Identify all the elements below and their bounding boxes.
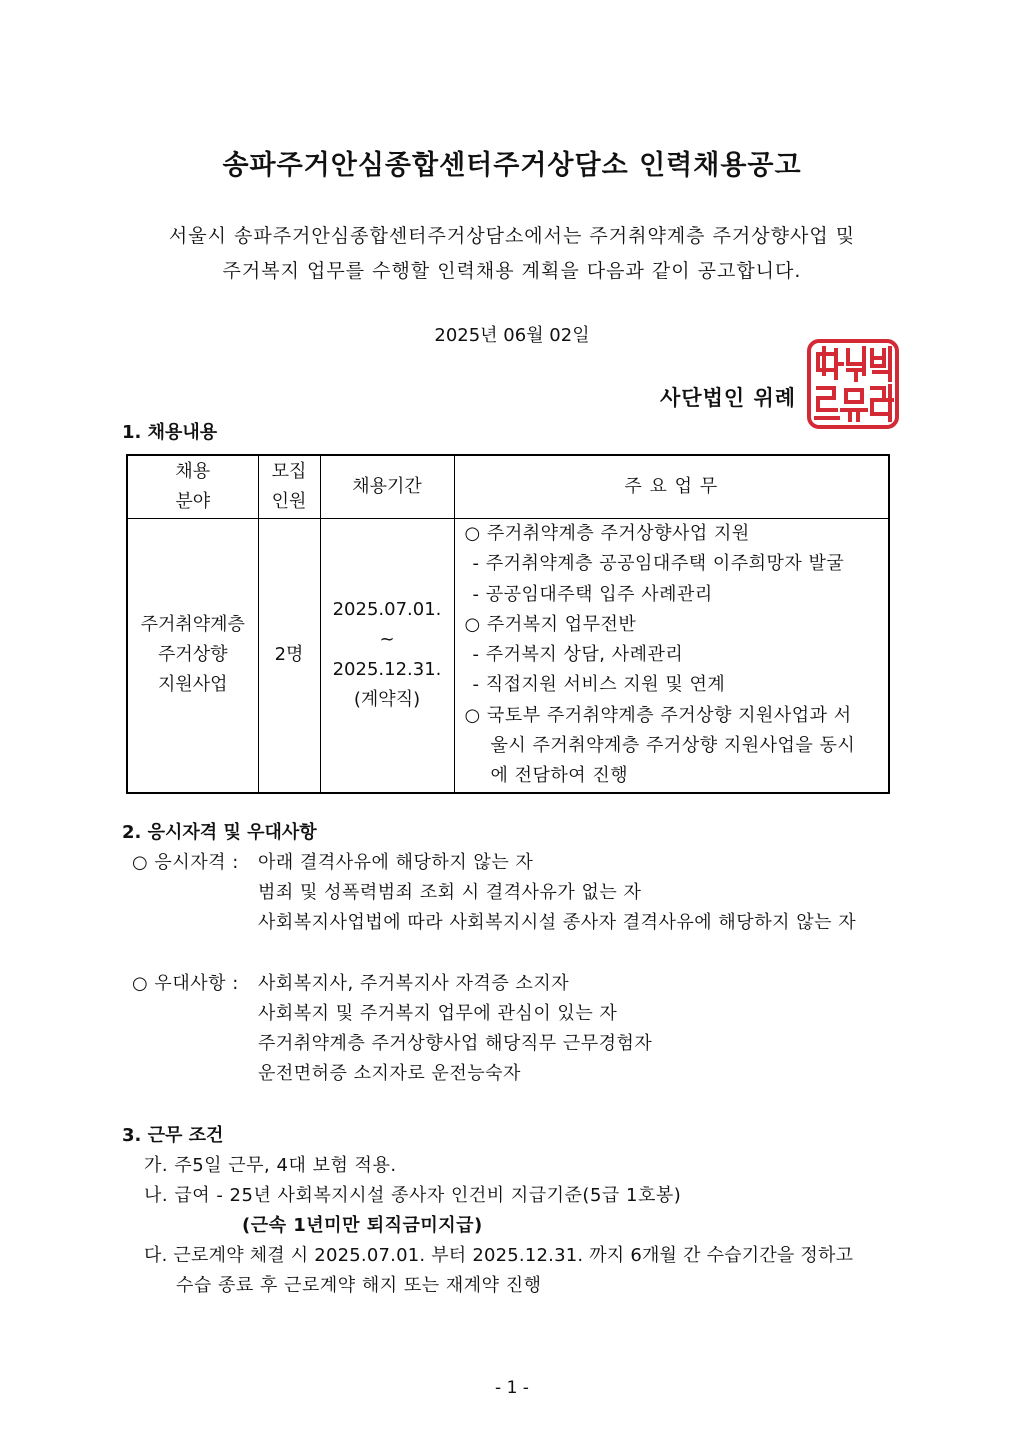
- cell-duties: [454, 519, 889, 793]
- duty-item: 울시 주거취약계층 주거상향 지원사업을 동시: [490, 735, 856, 757]
- preference-label: ○ 우대사항 :: [132, 973, 239, 994]
- organization-seal: [806, 338, 900, 430]
- duty-item: - 직접지원 서비스 지원 및 연계: [472, 674, 726, 696]
- duty-item: ○ 주거취약계층 주거상향사업 지원: [464, 523, 750, 544]
- duty-item: ○ 주거복지 업무전반: [464, 613, 637, 635]
- header-duties: 주 요 업 무: [454, 455, 889, 519]
- recruitment-table: [126, 454, 890, 794]
- duty-item: - 주거복지 상담, 사례관리: [472, 644, 684, 666]
- page-title: 송파주거안심종합센터주거상담소 인력채용공고: [222, 150, 802, 181]
- condition-da-cont: 수습 종료 후 근로계약 해지 또는 재계약 진행: [176, 1275, 542, 1296]
- header-field: 채용 분야: [127, 455, 258, 519]
- duty-item: ○ 국토부 주거취약계층 주거상향 지원사업과 서: [464, 704, 852, 726]
- condition-na: 나. 급여 - 25년 사회복지시설 종사자 인건비 지급기준(5급 1호봉): [144, 1185, 682, 1206]
- cell-field: 주거취약계층 주거상향 지원사업: [127, 519, 258, 793]
- duty-item: 에 전담하여 진행: [490, 765, 629, 787]
- intro-line-1: 서울시 송파주거안심종합센터주거상담소에서는 주거취약계층 주거상향사업 및: [168, 225, 856, 247]
- condition-na-note: (근속 1년미만 퇴직금미지급): [242, 1215, 483, 1236]
- cell-count: 2명: [258, 519, 320, 793]
- duty-item: - 주거취약계층 공공임대주택 이주희망자 발굴: [472, 553, 845, 575]
- condition-ga: 가. 주5일 근무, 4대 보험 적용.: [144, 1155, 397, 1176]
- qualification-item: 아래 결격사유에 해당하지 않는 자: [258, 852, 534, 873]
- page-number: - 1 -: [495, 1378, 529, 1398]
- header-period: 채용기간: [320, 455, 454, 519]
- qualification-item: 범죄 및 성폭력범죄 조회 시 결격사유가 없는 자: [258, 882, 642, 903]
- table-row: [127, 519, 889, 793]
- cell-period: 2025.07.01. ~ 2025.12.31. (계약직): [320, 519, 454, 793]
- section-3-heading: 3. 근무 조건: [122, 1125, 224, 1146]
- table-header-row: [127, 455, 889, 519]
- header-count: 모집 인원: [258, 455, 320, 519]
- section-1-heading: 1. 채용내용: [122, 422, 218, 443]
- preference-item: 사회복지사, 주거복지사 자격증 소지자: [258, 973, 570, 994]
- announcement-date: 2025년 06월 02일: [434, 325, 590, 346]
- organization-name: 사단법인 위례: [660, 386, 797, 410]
- duty-item: - 공공임대주택 입주 사례관리: [472, 583, 713, 605]
- intro-line-2: 주거복지 업무를 수행할 인력채용 계획을 다음과 같이 공고합니다.: [222, 260, 802, 282]
- qualification-item: 사회복지사업법에 따라 사회복지시설 종사자 결격사유에 해당하지 않는 자: [258, 912, 857, 933]
- condition-da: 다. 근로계약 체결 시 2025.07.01. 부터 2025.12.31. 까지 6개월 간 수습기간을 정하고: [144, 1245, 854, 1266]
- section-2-heading: 2. 응시자격 및 우대사항: [122, 822, 317, 843]
- preference-item: 사회복지 및 주거복지 업무에 관심이 있는 자: [258, 1003, 618, 1024]
- preference-item: 운전면허증 소지자로 운전능숙자: [258, 1063, 521, 1084]
- preference-item: 주거취약계층 주거상향사업 해당직무 근무경험자: [258, 1033, 653, 1054]
- qualification-label: ○ 응시자격 :: [132, 852, 239, 873]
